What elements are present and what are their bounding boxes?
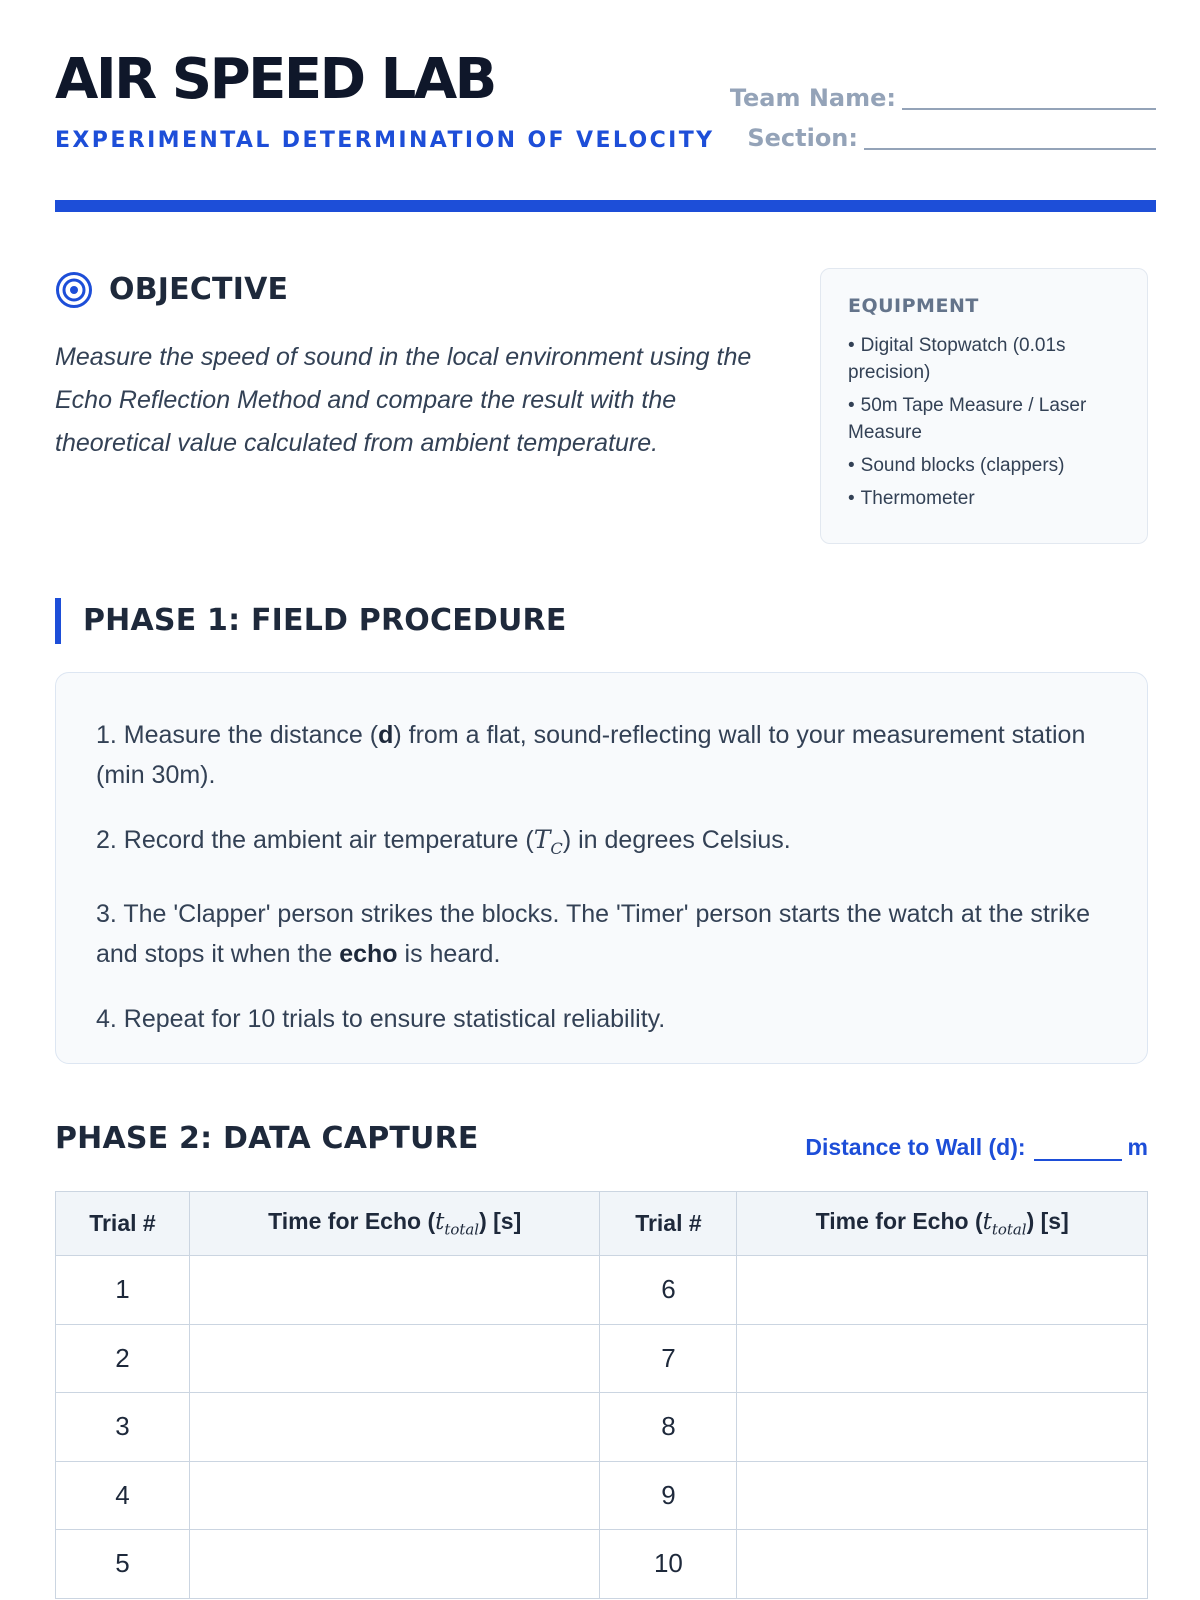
procedure-step-1: 1. Measure the distance (d) from a flat, sound-reflecting wall to your measurement station (min 30m). bbox=[96, 721, 1086, 789]
equipment-list bbox=[848, 332, 1121, 512]
trial-number: 3 bbox=[56, 1393, 190, 1462]
equipment-item: • Digital Stopwatch (0.01s precision) bbox=[848, 332, 1121, 386]
target-icon bbox=[55, 271, 93, 309]
trial-number: 6 bbox=[600, 1256, 737, 1325]
equipment-item: • Sound blocks (clappers) bbox=[848, 452, 1121, 479]
page-title: AIR SPEED LAB bbox=[55, 47, 495, 112]
trial-number: 10 bbox=[600, 1530, 737, 1599]
time-entry-cell[interactable] bbox=[189, 1256, 600, 1325]
distance-field[interactable] bbox=[1034, 1141, 1122, 1161]
table-row bbox=[56, 1461, 1148, 1530]
procedure-box bbox=[55, 672, 1148, 1064]
col-header-trial: Trial # bbox=[600, 1192, 737, 1256]
section-field[interactable] bbox=[864, 124, 1156, 150]
trial-number: 2 bbox=[56, 1324, 190, 1393]
table-row bbox=[56, 1393, 1148, 1462]
equipment-item: • Thermometer bbox=[848, 485, 1121, 512]
time-entry-cell[interactable] bbox=[189, 1393, 600, 1462]
heading-accent-bar bbox=[55, 598, 61, 644]
team-name-label: Team Name: bbox=[729, 84, 896, 112]
time-entry-cell[interactable] bbox=[189, 1530, 600, 1599]
procedure-step-3: 3. The 'Clapper' person strikes the blocks. The 'Timer' person starts the watch at the strike and stops it when the echo is heard. bbox=[96, 900, 1091, 968]
table-row bbox=[56, 1530, 1148, 1599]
time-entry-cell[interactable] bbox=[189, 1461, 600, 1530]
col-header-time: Time for Echo $(t_{total})$ [s] bbox=[737, 1192, 1148, 1256]
page-subtitle: EXPERIMENTAL DETERMINATION OF VELOCITY bbox=[55, 128, 715, 153]
section-row bbox=[726, 110, 1156, 150]
time-entry-cell[interactable] bbox=[737, 1324, 1148, 1393]
team-name-row bbox=[726, 70, 1156, 110]
time-entry-cell[interactable] bbox=[737, 1393, 1148, 1462]
temperature-symbol: $T_C$ bbox=[533, 825, 563, 858]
equipment-item: • 50m Tape Measure / Laser Measure bbox=[848, 392, 1121, 446]
table-row bbox=[56, 1256, 1148, 1325]
objective-heading bbox=[55, 270, 775, 310]
table-row bbox=[56, 1324, 1148, 1393]
distance-label: Distance to Wall (d): bbox=[805, 1134, 1026, 1160]
header bbox=[55, 0, 1156, 200]
phase1-heading bbox=[55, 598, 567, 644]
phase2-title: PHASE 2: DATA CAPTURE bbox=[55, 1121, 479, 1156]
time-entry-cell[interactable] bbox=[189, 1324, 600, 1393]
trial-number: 1 bbox=[56, 1256, 190, 1325]
col-header-trial: Trial # bbox=[56, 1192, 190, 1256]
procedure-step-4: 4. Repeat for 10 trials to ensure statistical reliability. bbox=[96, 1005, 666, 1033]
trial-number: 8 bbox=[600, 1393, 737, 1462]
time-entry-cell[interactable] bbox=[737, 1530, 1148, 1599]
equipment-title: EQUIPMENT bbox=[848, 295, 979, 317]
table-header-row bbox=[56, 1192, 1148, 1256]
col-header-time: Time for Echo $(t_{total})$ [s] bbox=[189, 1192, 600, 1256]
time-entry-cell[interactable] bbox=[737, 1461, 1148, 1530]
distance-field-row bbox=[805, 1134, 1148, 1161]
section-label: Section: bbox=[747, 124, 858, 152]
procedure-step-2: 2. Record the ambient air temperature $(T_C)$ in degrees Celsius. bbox=[96, 825, 791, 858]
trial-number: 5 bbox=[56, 1530, 190, 1599]
trial-number: 4 bbox=[56, 1461, 190, 1530]
student-fields bbox=[726, 70, 1156, 150]
phase1-title: PHASE 1: FIELD PROCEDURE bbox=[83, 603, 567, 638]
objective-section bbox=[55, 270, 775, 465]
team-name-field[interactable] bbox=[902, 84, 1156, 110]
trial-number: 7 bbox=[600, 1324, 737, 1393]
trial-data-table bbox=[55, 1191, 1148, 1599]
objective-text: Measure the speed of sound in the local environment using the Echo Reflection Method and compare the result with the theoretical value calculated from ambient temperature. bbox=[55, 343, 752, 457]
trial-number: 9 bbox=[600, 1461, 737, 1530]
header-divider bbox=[55, 200, 1156, 212]
equipment-card bbox=[820, 268, 1148, 544]
time-entry-cell[interactable] bbox=[737, 1256, 1148, 1325]
distance-unit: m bbox=[1127, 1134, 1148, 1160]
objective-title: OBJECTIVE bbox=[109, 272, 289, 307]
